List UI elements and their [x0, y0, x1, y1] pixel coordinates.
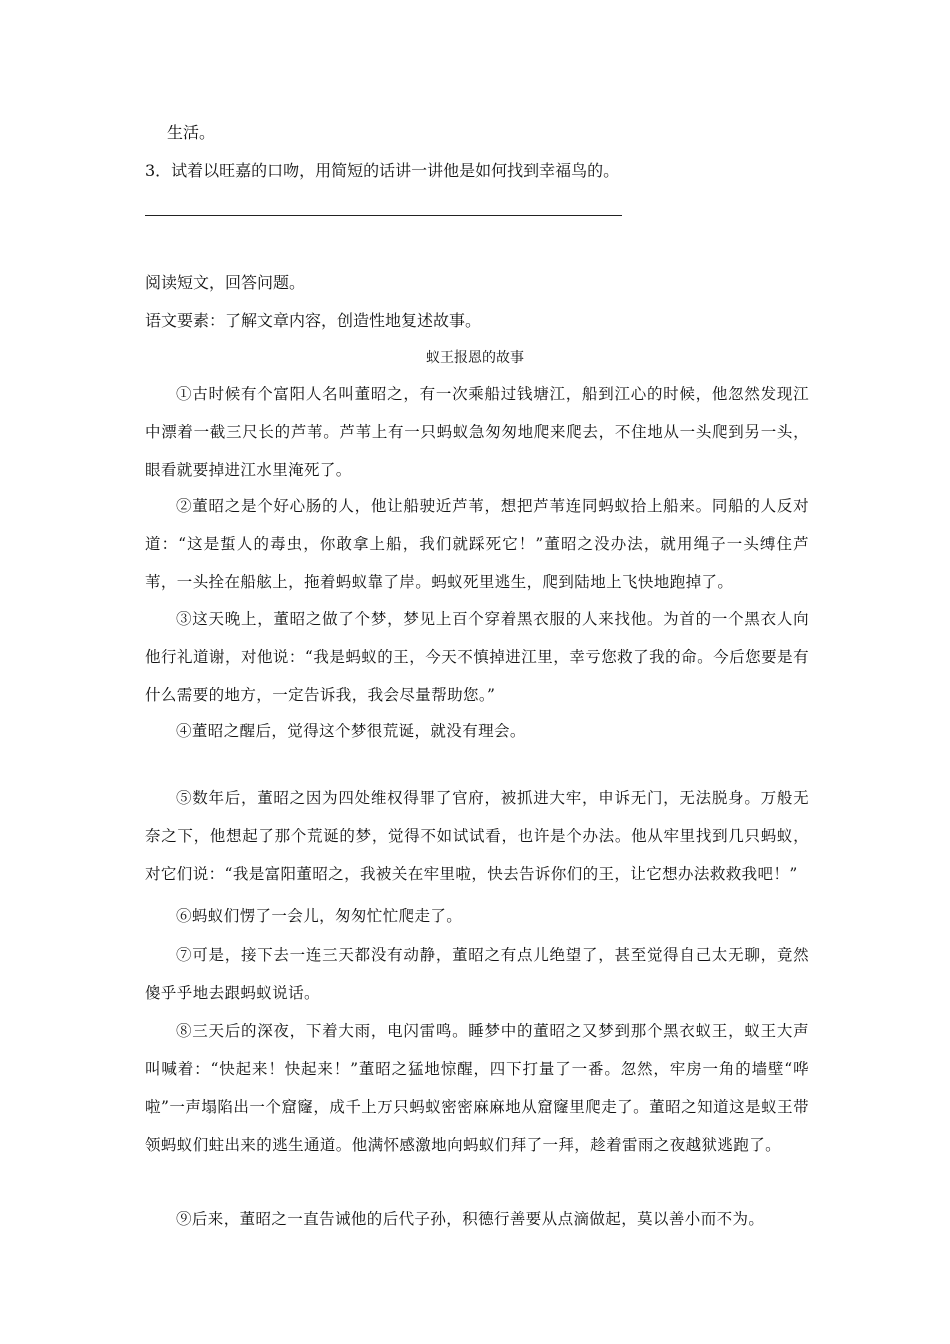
- story-paragraph-6: ⑥蚂蚁们愣了一会儿，匆匆忙忙爬走了。: [176, 907, 463, 925]
- language-element-note: 语文要素：了解文章内容，创造性地复述故事。: [145, 311, 482, 330]
- continuation-text: 生活。: [167, 123, 216, 142]
- story-paragraph-8: ⑧三天后的深夜，下着大雨，电闪雷鸣。睡梦中的董昭之又梦到那个黑衣蚁王，蚁王大声叫喊着：“快起来！快起来！”董昭之猛地惊醒，四下打量了一番。忽然，牢房一角的墙壁“哗啦”一声塌陷出一个窟窿，成千上万只蚂蚁密密麻麻地从窟窿里爬走了。董昭之知道这是蚁王带领蚂蚁们蛀出来的逃生通道。他满怀感激地向蚂蚁们拜了一拜，趁着雷雨之夜越狱逃跑了。: [145, 1022, 809, 1154]
- story-title: 蚁王报恩的故事: [426, 350, 524, 366]
- story-paragraph-7: ⑦可是，接下去一连三天都没有动静，董昭之有点儿绝望了，甚至觉得自己太无聊，竟然傻乎乎地去跟蚂蚁说话。: [145, 946, 809, 1002]
- question-3: 3．试着以旺嘉的口吻，用简短的话讲一讲他是如何找到幸福鸟的。: [145, 161, 620, 180]
- answer-blank-line[interactable]: [145, 215, 622, 216]
- story-paragraph-5: ⑤数年后，董昭之因为四处维权得罪了官府，被抓进大牢，申诉无门，无法脱身。万般无奈之下，他想起了那个荒诞的梦，觉得不如试试看，也许是个办法。他从牢里找到几只蚂蚁，对它们说：“我是富阳董昭之，我被关在牢里啦，快去告诉你们的王，让它想办法救救我吧！”: [145, 789, 809, 883]
- story-paragraph-4: ④董昭之醒后，觉得这个梦很荒诞，就没有理会。: [176, 722, 526, 740]
- story-paragraph-3: ③这天晚上，董昭之做了个梦，梦见上百个穿着黑衣服的人来找他。为首的一个黑衣人向他行礼道谢，对他说：“我是蚂蚁的王，今天不慎掉进江里，幸亏您救了我的命。今后您要是有什么需要的地方，一定告诉我，我会尽量帮助您。”: [145, 610, 809, 704]
- story-paragraph-1: ①古时候有个富阳人名叫董昭之，有一次乘船过钱塘江，船到江心的时候，他忽然发现江中漂着一截三尺长的芦苇。芦苇上有一只蚂蚁急匆匆地爬来爬去，不住地从一头爬到另一头，眼看就要掉进江水里淹死了。: [145, 385, 809, 479]
- reading-instruction: 阅读短文，回答问题。: [145, 273, 306, 292]
- story-paragraph-9: ⑨后来，董昭之一直告诫他的后代子孙，积德行善要从点滴做起，莫以善小而不为。: [176, 1210, 765, 1228]
- story-paragraph-2: ②董昭之是个好心肠的人，他让船驶近芦苇，想把芦苇连同蚂蚁拾上船来。同船的人反对道：“这是蜇人的毒虫，你敢拿上船，我们就踩死它！”董昭之没办法，就用绳子一头缚住芦苇，一头拴在船舷上，拖着蚂蚁靠了岸。蚂蚁死里逃生，爬到陆地上飞快地跑掉了。: [145, 497, 809, 591]
